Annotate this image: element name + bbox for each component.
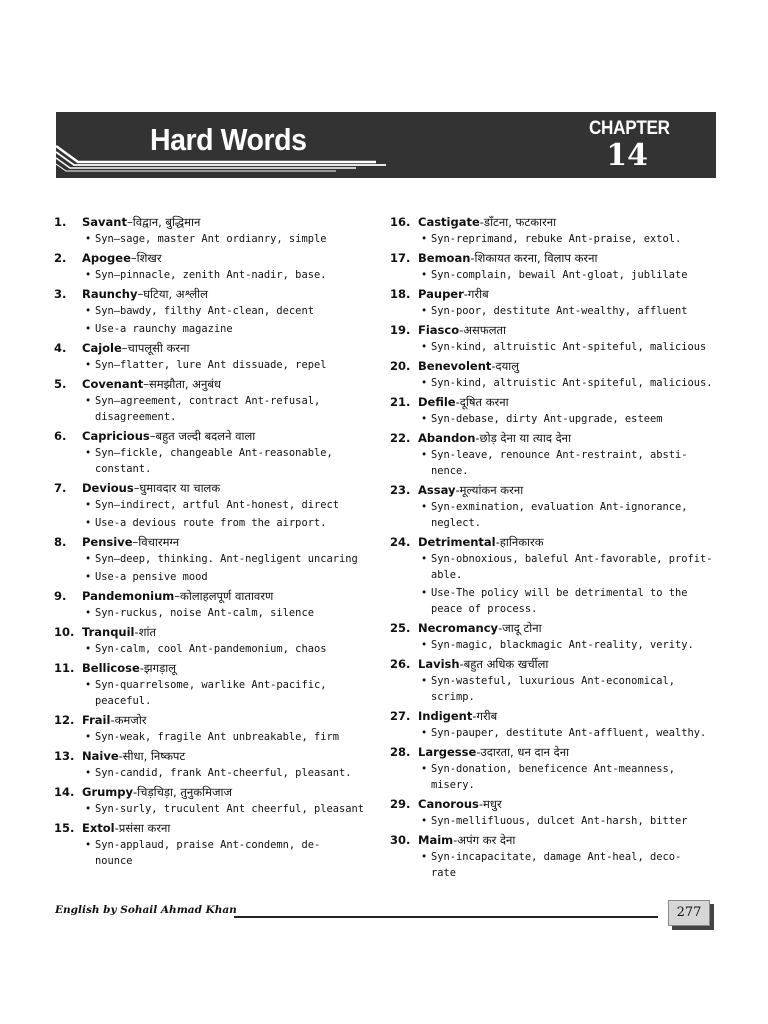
word-entry <box>390 357 716 391</box>
entry-detail: • Syn-weak, fragile Ant unbreakable, firm <box>54 729 376 745</box>
chapter-number: 14 <box>606 138 648 173</box>
entry-meaning: -अपंग कर देना <box>453 833 516 847</box>
footer-rule <box>234 916 658 918</box>
entry-detail: • Syn–sage, master Ant ordianry, simple <box>54 231 376 247</box>
entry-number: 25. <box>390 621 411 635</box>
word-entry <box>390 619 716 653</box>
word-entry <box>390 429 716 479</box>
word-entry <box>390 481 716 531</box>
entry-heading <box>390 393 716 411</box>
left-column <box>54 213 376 871</box>
entry-detail: • Syn–indirect, artful Ant-honest, direct <box>54 497 376 513</box>
entry-word: Assay <box>418 483 456 497</box>
entry-word: Capricious <box>82 429 150 443</box>
entry-number: 20. <box>390 359 411 373</box>
word-entry <box>54 479 376 531</box>
word-entry <box>390 655 716 705</box>
entry-heading <box>390 285 716 303</box>
entry-detail: • Syn–agreement, contract Ant-refusal, disagreement. <box>54 393 376 425</box>
entry-detail: • Syn–flatter, lure Ant dissuade, repel <box>54 357 376 373</box>
entry-heading <box>390 707 716 725</box>
entry-number: 16. <box>390 215 411 229</box>
entry-heading <box>390 743 716 761</box>
word-entry <box>390 321 716 355</box>
entry-word: Defile <box>418 395 456 409</box>
entry-meaning: -छोड़ देना या त्याद देना <box>475 431 572 445</box>
right-column <box>390 213 716 883</box>
word-entry <box>390 393 716 427</box>
entry-meaning: -शिकायत करना, विलाप करना <box>470 251 598 265</box>
entry-meaning: -बहुत अधिक खर्चीला <box>459 657 549 671</box>
entry-meaning: –विचारमग्न <box>132 535 180 549</box>
entry-heading <box>54 213 376 231</box>
word-entry <box>390 795 716 829</box>
entry-detail: • Syn-applaud, praise Ant-condemn, de- nounce <box>54 837 376 869</box>
page-title: Hard Words <box>150 122 307 157</box>
chapter-banner <box>56 112 716 178</box>
entry-number: 27. <box>390 709 411 723</box>
word-entry <box>390 831 716 881</box>
entry-heading <box>54 659 376 677</box>
entry-word: Detrimental <box>418 535 496 549</box>
entry-number: 10. <box>54 625 75 639</box>
entry-number: 23. <box>390 483 411 497</box>
entry-word: Canorous <box>418 797 479 811</box>
entry-heading <box>390 321 716 339</box>
entry-word: Maim <box>418 833 454 847</box>
entry-detail: • Syn-exmination, evaluation Ant-ignorance, neglect. <box>390 499 716 531</box>
entry-number: 7. <box>54 481 67 495</box>
entry-number: 13. <box>54 749 75 763</box>
entry-meaning: –समझौता, अनुबंध <box>143 377 222 391</box>
entry-meaning: -चिड़चिड़ा, तुनुकमिजाज <box>133 785 232 799</box>
entry-meaning: –कोलाहलपूर्ण वातावरण <box>174 589 274 603</box>
entry-heading <box>54 375 376 393</box>
word-entry <box>390 743 716 793</box>
word-entry <box>390 285 716 319</box>
entry-word: Grumpy <box>82 785 134 799</box>
entry-heading <box>54 249 376 267</box>
entry-heading <box>390 619 716 637</box>
word-entry <box>54 711 376 745</box>
word-entry <box>390 213 716 247</box>
entry-detail: • Syn–bawdy, filthy Ant-clean, decent <box>54 303 376 319</box>
entry-heading <box>390 429 716 447</box>
entry-detail: • Syn-kind, altruistic Ant-spiteful, malicious <box>390 339 716 355</box>
entry-meaning: -मूल्यांकन करना <box>455 483 524 497</box>
entry-number: 11. <box>54 661 75 675</box>
entry-number: 24. <box>390 535 411 549</box>
entry-detail: • Syn-calm, cool Ant-pandemonium, chaos <box>54 641 376 657</box>
entry-detail: • Syn-kind, altruistic Ant-spiteful, malicious. <box>390 375 716 391</box>
entry-word: Pensive <box>82 535 133 549</box>
entry-meaning: -कमजोर <box>110 713 147 727</box>
entry-number: 17. <box>390 251 411 265</box>
entry-heading <box>390 213 716 231</box>
entry-detail: • Syn-complain, bewail Ant-gloat, jublilate <box>390 267 716 283</box>
entry-meaning: -सीधा, निष्कपट <box>118 749 186 763</box>
entry-meaning: –शिखर <box>130 251 162 265</box>
entry-heading <box>390 249 716 267</box>
entry-heading <box>390 831 716 849</box>
word-entry <box>54 819 376 869</box>
entry-word: Extol <box>82 821 115 835</box>
entry-detail: • Syn-magic, blackmagic Ant-reality, verity. <box>390 637 716 653</box>
entry-detail: • Syn-incapacitate, damage Ant-heal, deco- rate <box>390 849 716 881</box>
entry-detail: • Syn-obnoxious, baleful Ant-favorable, profit- able. <box>390 551 716 583</box>
word-entry <box>54 285 376 337</box>
entry-word: Bemoan <box>418 251 471 265</box>
entry-heading <box>54 427 376 445</box>
entry-detail: • Syn–deep, thinking. Ant-negligent uncaring <box>54 551 376 567</box>
entry-meaning: –घुमावदार या चालक <box>133 481 221 495</box>
entry-meaning: -गरीब <box>472 709 498 723</box>
word-entry <box>54 213 376 247</box>
entry-detail: • Syn-donation, beneficence Ant-meanness, misery. <box>390 761 716 793</box>
word-entry <box>54 339 376 373</box>
entry-heading <box>390 795 716 813</box>
entry-detail: • Syn–fickle, changeable Ant-reasonable, constant. <box>54 445 376 477</box>
entry-heading <box>390 533 716 551</box>
word-entry <box>54 783 376 817</box>
word-entry <box>390 533 716 617</box>
entry-heading <box>54 819 376 837</box>
entry-number: 4. <box>54 341 67 355</box>
entry-heading <box>54 285 376 303</box>
entry-word: Pauper <box>418 287 464 301</box>
entry-word: Pandemonium <box>82 589 175 603</box>
entry-detail: • Syn-ruckus, noise Ant-calm, silence <box>54 605 376 621</box>
entry-word: Bellicose <box>82 661 140 675</box>
entry-word: Largesse <box>418 745 477 759</box>
entry-heading <box>54 623 376 641</box>
entry-number: 19. <box>390 323 411 337</box>
entry-word: Necromancy <box>418 621 499 635</box>
word-entry <box>54 747 376 781</box>
entry-heading <box>54 711 376 729</box>
entry-heading <box>390 655 716 673</box>
entry-heading <box>54 479 376 497</box>
entry-word: Benevolent <box>418 359 492 373</box>
entry-word: Covenant <box>82 377 144 391</box>
entry-detail: • Syn-wasteful, luxurious Ant-economical, scrimp. <box>390 673 716 705</box>
entry-word: Castigate <box>418 215 480 229</box>
entry-number: 1. <box>54 215 67 229</box>
entry-heading <box>54 533 376 551</box>
entry-number: 28. <box>390 745 411 759</box>
word-entry <box>54 533 376 585</box>
entry-number: 12. <box>54 713 75 727</box>
entry-heading <box>54 587 376 605</box>
entry-heading <box>54 783 376 801</box>
entry-detail: • Syn-debase, dirty Ant-upgrade, esteem <box>390 411 716 427</box>
entry-meaning: -दूषित करना <box>455 395 509 409</box>
entry-meaning: -उदारता, धन दान देना <box>476 745 570 759</box>
entry-number: 9. <box>54 589 67 603</box>
entry-meaning: -शांत <box>134 625 157 639</box>
entry-meaning: -हानिकारक <box>495 535 544 549</box>
entry-word: Abandon <box>418 431 476 445</box>
entry-word: Naive <box>82 749 119 763</box>
entry-heading <box>54 747 376 765</box>
entry-number: 30. <box>390 833 411 847</box>
entry-meaning: -मधुर <box>478 797 502 811</box>
word-entry <box>54 659 376 709</box>
entry-number: 3. <box>54 287 67 301</box>
word-entry <box>54 375 376 425</box>
entry-meaning: –घटिया, अश्लील <box>137 287 208 301</box>
entry-detail: • Syn-reprimand, rebuke Ant-praise, extol. <box>390 231 716 247</box>
entry-number: 5. <box>54 377 67 391</box>
entry-meaning: -जादू टोना <box>498 621 542 635</box>
entry-meaning: -दयालु <box>491 359 520 373</box>
entry-number: 29. <box>390 797 411 811</box>
entry-word: Cajole <box>82 341 122 355</box>
entry-detail: • Use-The policy will be detrimental to the peace of process. <box>390 585 716 617</box>
entry-meaning: -झगड़ालू <box>139 661 177 675</box>
entry-number: 2. <box>54 251 67 265</box>
word-entry <box>390 249 716 283</box>
entry-heading <box>54 339 376 357</box>
entry-meaning: –चापलूसी करना <box>121 341 190 355</box>
entry-detail: • Syn–pinnacle, zenith Ant-nadir, base. <box>54 267 376 283</box>
page-number: 277 <box>668 900 710 926</box>
entry-number: 21. <box>390 395 411 409</box>
entry-number: 14. <box>54 785 75 799</box>
entry-meaning: –बहुत जल्दी बदलने वाला <box>149 429 256 443</box>
entry-detail: • Syn-poor, destitute Ant-wealthy, affluent <box>390 303 716 319</box>
entry-detail: • Syn-mellifluous, dulcet Ant-harsh, bitter <box>390 813 716 829</box>
entry-detail: • Use-a devious route from the airport. <box>54 515 376 531</box>
entry-detail: • Syn-candid, frank Ant-cheerful, pleasant. <box>54 765 376 781</box>
entry-number: 15. <box>54 821 75 835</box>
entry-word: Devious <box>82 481 134 495</box>
footer-author: English by Sohail Ahmad Khan <box>55 904 237 916</box>
entry-detail: • Syn-leave, renounce Ant-restraint, absti- nence. <box>390 447 716 479</box>
entry-detail: • Syn-quarrelsome, warlike Ant-pacific, peaceful. <box>54 677 376 709</box>
word-entry <box>54 623 376 657</box>
word-entry <box>390 707 716 741</box>
entry-meaning: -असफलता <box>459 323 507 337</box>
entry-word: Frail <box>82 713 111 727</box>
entry-number: 8. <box>54 535 67 549</box>
entry-meaning: -डाँटना, फटकारना <box>479 215 557 229</box>
entry-meaning: -गरीब <box>463 287 489 301</box>
entry-word: Lavish <box>418 657 460 671</box>
entry-word: Raunchy <box>82 287 138 301</box>
entry-heading <box>390 357 716 375</box>
entry-number: 26. <box>390 657 411 671</box>
entry-detail: • Use-a pensive mood <box>54 569 376 585</box>
entry-word: Fiasco <box>418 323 460 337</box>
entry-word: Tranquil <box>82 625 135 639</box>
entry-word: Savant <box>82 215 127 229</box>
entry-meaning: -प्रसंसा करना <box>114 821 171 835</box>
entry-detail: • Syn-pauper, destitute Ant-affluent, wealthy. <box>390 725 716 741</box>
chapter-label: CHAPTER <box>589 118 670 139</box>
entry-meaning: –विद्वान, बुद्धिमान <box>126 215 201 229</box>
entry-heading <box>390 481 716 499</box>
entry-detail: • Use-a raunchy magazine <box>54 321 376 337</box>
word-entry <box>54 427 376 477</box>
entry-word: Apogee <box>82 251 131 265</box>
entry-number: 18. <box>390 287 411 301</box>
entry-word: Indigent <box>418 709 473 723</box>
word-entry <box>54 249 376 283</box>
word-entry <box>54 587 376 621</box>
entry-number: 6. <box>54 429 67 443</box>
entry-number: 22. <box>390 431 411 445</box>
entry-detail: • Syn-surly, truculent Ant cheerful, pleasant <box>54 801 376 817</box>
